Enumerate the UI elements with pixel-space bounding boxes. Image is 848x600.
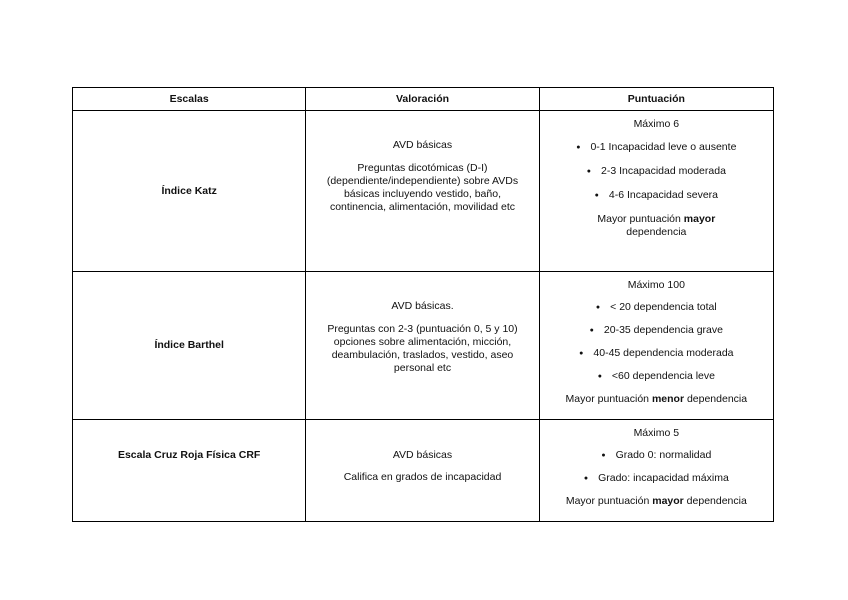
score-list bbox=[552, 301, 761, 384]
score-list bbox=[552, 449, 761, 486]
valoracion-title: AVD básicas bbox=[392, 449, 453, 461]
valoracion-cell bbox=[306, 111, 539, 272]
list-item: ● 4-6 Incapacidad severa bbox=[552, 189, 761, 203]
scale-name: Escala Cruz Roja Física CRF bbox=[73, 420, 306, 522]
list-item: ● 20-35 dependencia grave bbox=[552, 324, 761, 338]
scales-table bbox=[72, 87, 774, 522]
list-item: ● Grado: incapacidad máxima bbox=[552, 472, 761, 486]
max-score: Máximo 100 bbox=[627, 279, 685, 291]
table-row-katz bbox=[73, 111, 774, 272]
puntuacion-cell bbox=[539, 111, 773, 272]
valoracion-desc: Preguntas con 2-3 (puntuación 0, 5 y 10) opciones sobre alimentación, micción, deambulación, traslados, vestido, aseo personal etc bbox=[327, 323, 518, 374]
scale-name: Índice Katz bbox=[73, 111, 306, 272]
valoracion-cell bbox=[306, 272, 539, 420]
list-item: ● 2-3 Incapacidad moderada bbox=[552, 165, 761, 179]
max-score: Máximo 5 bbox=[633, 427, 680, 439]
puntuacion-cell bbox=[539, 420, 773, 522]
header-escalas: Escalas bbox=[73, 88, 306, 111]
valoracion-title: AVD básicas bbox=[392, 139, 453, 151]
valoracion-desc: Califica en grados de incapacidad bbox=[343, 471, 502, 483]
puntuacion-cell bbox=[539, 272, 773, 420]
score-note: Mayor puntuación mayor dependencia bbox=[565, 495, 747, 507]
list-item: ● Grado 0: normalidad bbox=[552, 449, 761, 463]
score-note: Mayor puntuación menor dependencia bbox=[565, 393, 748, 405]
list-item: ● < 20 dependencia total bbox=[552, 301, 761, 315]
score-list bbox=[552, 141, 761, 203]
table-row-crf bbox=[73, 420, 774, 522]
valoracion-cell bbox=[306, 420, 539, 522]
table-row-barthel bbox=[73, 272, 774, 420]
max-score: Máximo 6 bbox=[633, 118, 680, 130]
score-note: Mayor puntuación mayor dependencia bbox=[597, 213, 716, 238]
header-valoracion: Valoración bbox=[306, 88, 539, 111]
list-item: ● 40-45 dependencia moderada bbox=[552, 347, 761, 361]
scale-name: Índice Barthel bbox=[73, 272, 306, 420]
header-row bbox=[73, 88, 774, 111]
list-item: ● 0-1 Incapacidad leve o ausente bbox=[552, 141, 761, 155]
header-puntuacion: Puntuación bbox=[539, 88, 773, 111]
valoracion-title: AVD básicas. bbox=[391, 300, 454, 312]
valoracion-desc: Preguntas dicotómicas (D-I) (dependiente/independiente) sobre AVDs básicas incluyendo vestido, baño, continencia, alimentación, movilidad etc bbox=[326, 162, 519, 213]
list-item: ● <60 dependencia leve bbox=[552, 370, 761, 384]
